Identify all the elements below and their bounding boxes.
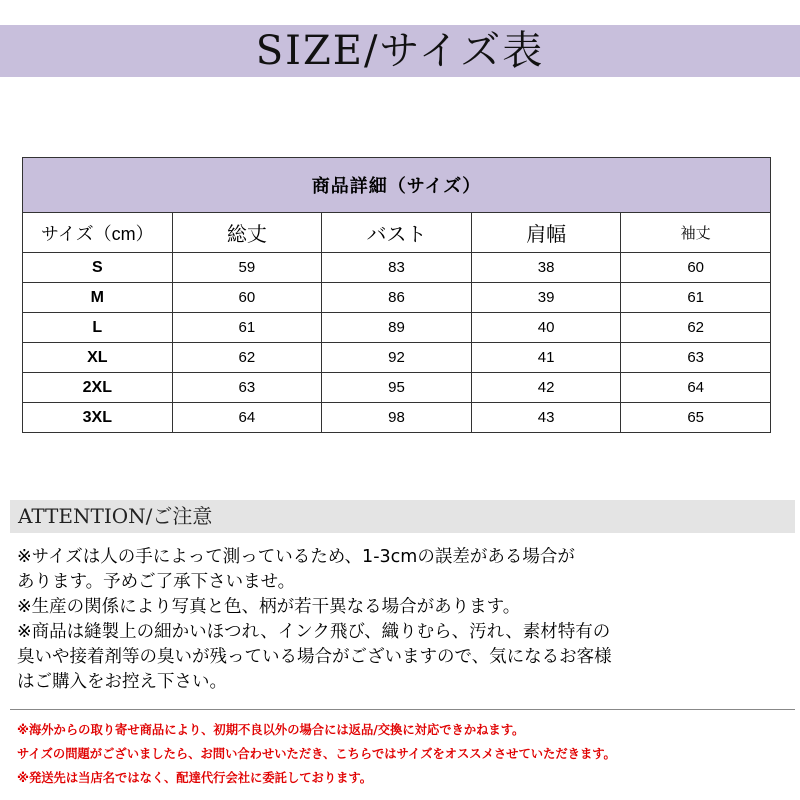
size-table	[22, 157, 771, 433]
table-row	[23, 253, 771, 283]
table-row	[23, 313, 771, 343]
shipping-notices	[17, 718, 792, 790]
cell-shoulder: 43	[471, 403, 621, 433]
cell-bust: 95	[322, 373, 472, 403]
table-row	[23, 283, 771, 313]
cell-bust: 86	[322, 283, 472, 313]
header-shoulder: 肩幅	[471, 213, 621, 253]
header-bust: バスト	[322, 213, 472, 253]
attention-notes	[17, 545, 792, 695]
notice-line: ※海外からの取り寄せ商品により、初期不良以外の場合には返品/交換に対応できかねます。	[17, 723, 525, 737]
notice-line: ※発送先は当店名ではなく、配達代行会社に委託しております。	[17, 771, 373, 785]
cell-bust: 89	[322, 313, 472, 343]
cell-bust: 98	[322, 403, 472, 433]
cell-bust: 92	[322, 343, 472, 373]
note-line: ※生産の関係により写真と色、柄が若干異なる場合があります。	[17, 597, 521, 617]
note-line: はご購入をお控え下さい。	[17, 672, 227, 692]
cell-shoulder: 39	[471, 283, 621, 313]
cell-shoulder: 41	[471, 343, 621, 373]
cell-sleeve: 60	[621, 253, 771, 283]
cell-size: 2XL	[23, 373, 173, 403]
cell-size: M	[23, 283, 173, 313]
divider	[10, 709, 795, 710]
page-title: SIZE/サイズ表	[255, 28, 545, 74]
cell-length: 63	[172, 373, 322, 403]
note-line: ※サイズは人の手によって測っているため、1-3cmの誤差がある場合が	[17, 547, 575, 567]
cell-sleeve: 64	[621, 373, 771, 403]
table-row	[23, 403, 771, 433]
table-header-row	[23, 213, 771, 253]
header-length: 総丈	[172, 213, 322, 253]
cell-sleeve: 62	[621, 313, 771, 343]
cell-sleeve: 61	[621, 283, 771, 313]
cell-size: 3XL	[23, 403, 173, 433]
cell-length: 59	[172, 253, 322, 283]
attention-heading: ATTENTION/ご注意	[18, 504, 213, 528]
note-line: ※商品は縫製上の細かいほつれ、インク飛び、織りむら、汚れ、素材特有の	[17, 622, 611, 642]
header-sleeve: 袖丈	[621, 213, 771, 253]
note-line: 臭いや接着剤等の臭いが残っている場合がございますので、気になるお客様	[17, 647, 612, 667]
table-row	[23, 373, 771, 403]
note-line: あります。予めご了承下さいませ。	[17, 572, 296, 592]
notice-line: サイズの問題がございましたら、お問い合わせいただき、こちらではサイズをオススメさせていただきます。	[17, 747, 616, 761]
cell-bust: 83	[322, 253, 472, 283]
cell-sleeve: 63	[621, 343, 771, 373]
cell-length: 64	[172, 403, 322, 433]
table-row	[23, 343, 771, 373]
cell-shoulder: 42	[471, 373, 621, 403]
cell-sleeve: 65	[621, 403, 771, 433]
cell-shoulder: 40	[471, 313, 621, 343]
cell-size: L	[23, 313, 173, 343]
cell-length: 60	[172, 283, 322, 313]
table-caption: 商品詳細（サイズ）	[23, 158, 771, 213]
cell-size: S	[23, 253, 173, 283]
header-size: サイズ（cm）	[23, 213, 173, 253]
cell-length: 61	[172, 313, 322, 343]
cell-length: 62	[172, 343, 322, 373]
cell-size: XL	[23, 343, 173, 373]
cell-shoulder: 38	[471, 253, 621, 283]
